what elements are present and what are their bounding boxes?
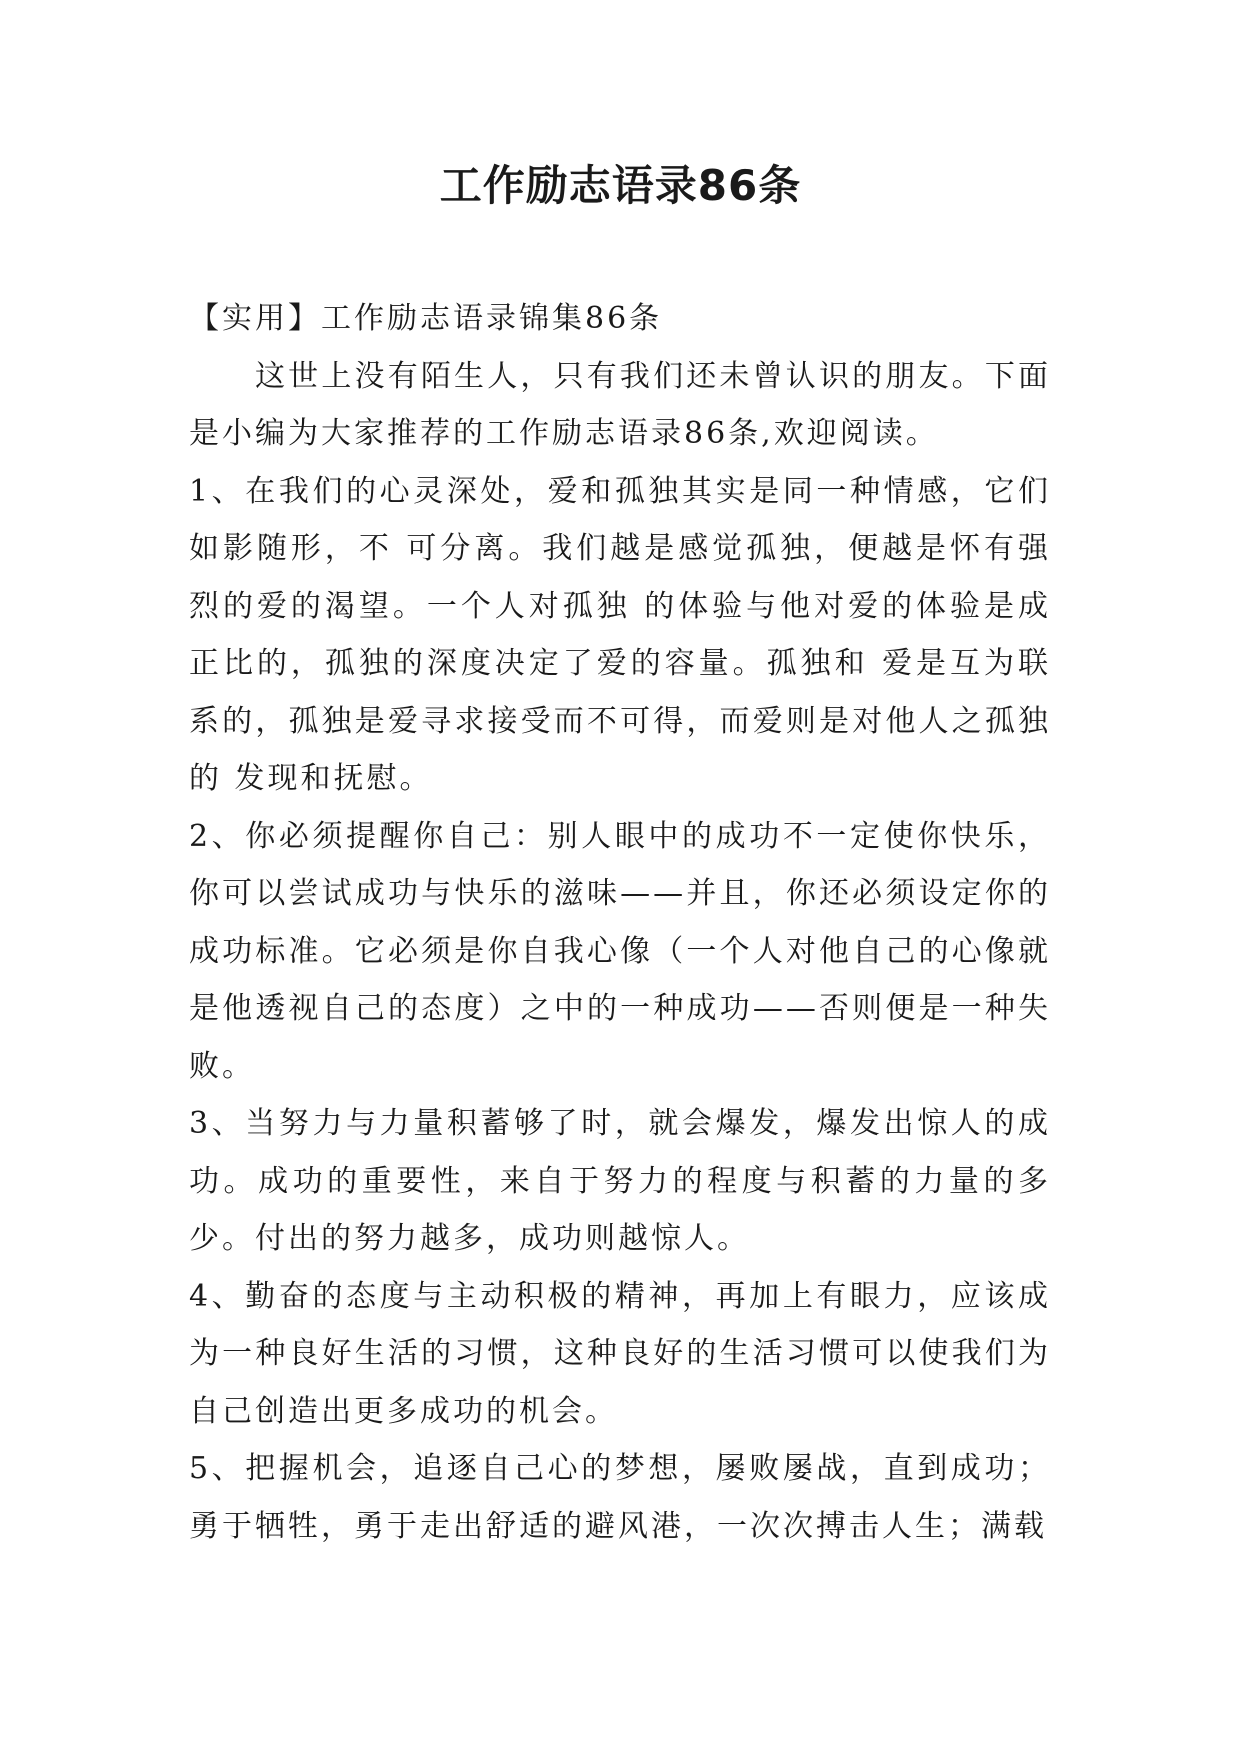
quote-paragraph-1: 1、在我们的心灵深处，爱和孤独其实是同一种情感，它们如影随形，不 可分离。我们越是感觉孤独，便越是怀有强烈的爱的渴望。一个人对孤独 的体验与他对爱的体验是成正比的，孤独的深度决定了爱的容量。孤独和 爱是互为联系的，孤独是爱寻求接受而不可得，而爱则是对他人之孤独的 发现和抚慰。 <box>189 473 1051 796</box>
quote-paragraph-2: 2、你必须提醒你自己：别人眼中的成功不一定使你快乐，你可以尝试成功与快乐的滋味——并且，你还必须设定你的成功标准。它必须是你自我心像（一个人对他自己的心像就是他透视自己的态度）之中的一种成功——否则便是一种失败。 <box>189 818 1051 1084</box>
quote-paragraph-4: 4、勤奋的态度与主动积极的精神，再加上有眼力，应该成为一种良好生活的习惯，这种良好的生活习惯可以使我们为自己创造出更多成功的机会。 <box>189 1278 1051 1429</box>
subtitle-paragraph: 【实用】工作励志语录锦集86条 <box>189 301 663 336</box>
quote-paragraph-5: 5、把握机会，追逐自己心的梦想，屡败屡战，直到成功；勇于牺牲，勇于走出舒适的避风港，一次次搏击人生；满载 <box>189 1451 1051 1544</box>
quote-paragraph-3: 3、当努力与力量积蓄够了时，就会爆发，爆发出惊人的成功。成功的重要性，来自于努力的程度与积蓄的力量的多少。付出的努力越多，成功则越惊人。 <box>189 1106 1051 1256</box>
document-title: 工作励志语录86条 <box>439 161 802 210</box>
intro-paragraph: 这世上没有陌生人，只有我们还未曾认识的朋友。下面是小编为大家推荐的工作励志语录86条,欢迎阅读。 <box>189 358 1051 451</box>
document-body <box>189 290 1051 1555</box>
